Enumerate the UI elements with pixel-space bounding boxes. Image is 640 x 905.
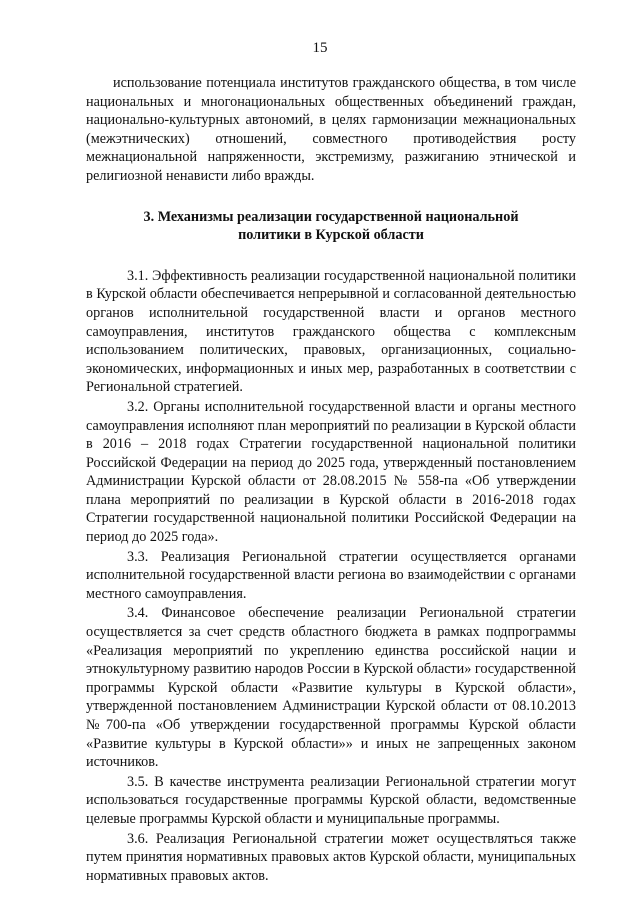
paragraph-3-5: 3.5. В качестве инструмента реализации Региональной стратегии могут использоваться государственные программы Курской области, ведомственные целевые программы Курской области и муниципальные программы. (86, 773, 576, 827)
paragraph-3-2: 3.2. Органы исполнительной государственной власти и органы местного самоуправления исполняют план мероприятий по реализации в Курской области в 2016 – 2018 годах Стратегии государственной национальной политики Российской Федерации на период до 2025 года, утвержденный постановлением Администрации Курской области от 28.08.2015 № 558-па «Об утверждении плана мероприятий по реализации в Курской области в 2016-2018 годах Стратегии государственной национальной политики Российской Федерации на период до 2025 года». (86, 398, 576, 546)
paragraph-3-1: 3.1. Эффективность реализации государственной национальной политики в Курской области обеспечивается непрерывной и согласованной деятельностью органов исполнительной государственной власти и органов местного самоуправления, институтов гражданского общества с комплексным использованием политических, правовых, организационных, социально-экономических, информационных и иных мер, разработанных в соответствии с Региональной стратегией. (86, 267, 576, 396)
section-heading: 3. Механизмы реализации государственной национальной политики в Курской области (143, 208, 519, 244)
intro-paragraph: использование потенциала институтов гражданского общества, в том числе национальных и многонациональных общественных объединений граждан, национально-культурных автономий, в целях гармонизации межнациональных (межэтнических) отношений, совместного противодействия росту межнациональной напряженности, экстремизму, разжиганию этнической и религиозной ненависти либо вражды. (86, 75, 576, 184)
paragraph-3-6: 3.6. Реализация Региональной стратегии может осуществляться также путем принятия нормативных правовых актов Курской области, муниципальных нормативных правовых актов. (86, 830, 576, 884)
document-body (86, 74, 576, 885)
paragraph-3-3: 3.3. Реализация Региональной стратегии осуществляется органами исполнительной государственной власти региона во взаимодействии с органами местного самоуправления. (86, 548, 576, 602)
paragraph-3-4: 3.4. Финансовое обеспечение реализации Региональной стратегии осуществляется за счет средств областного бюджета в рамках подпрограммы «Реализация мероприятий по укреплению единства российской нации и этнокультурному развитию народов России в Курской области» государственной программы Курской области «Развитие культуры в Курской области», утвержденной постановлением Администрации Курской области от 08.10.2013 №700-па «Об утверждении государственной программы Курской области «Развитие культуры в Курской области»» и иных не запрещенных законом источников. (86, 605, 576, 771)
page-number: 15 (312, 40, 328, 56)
